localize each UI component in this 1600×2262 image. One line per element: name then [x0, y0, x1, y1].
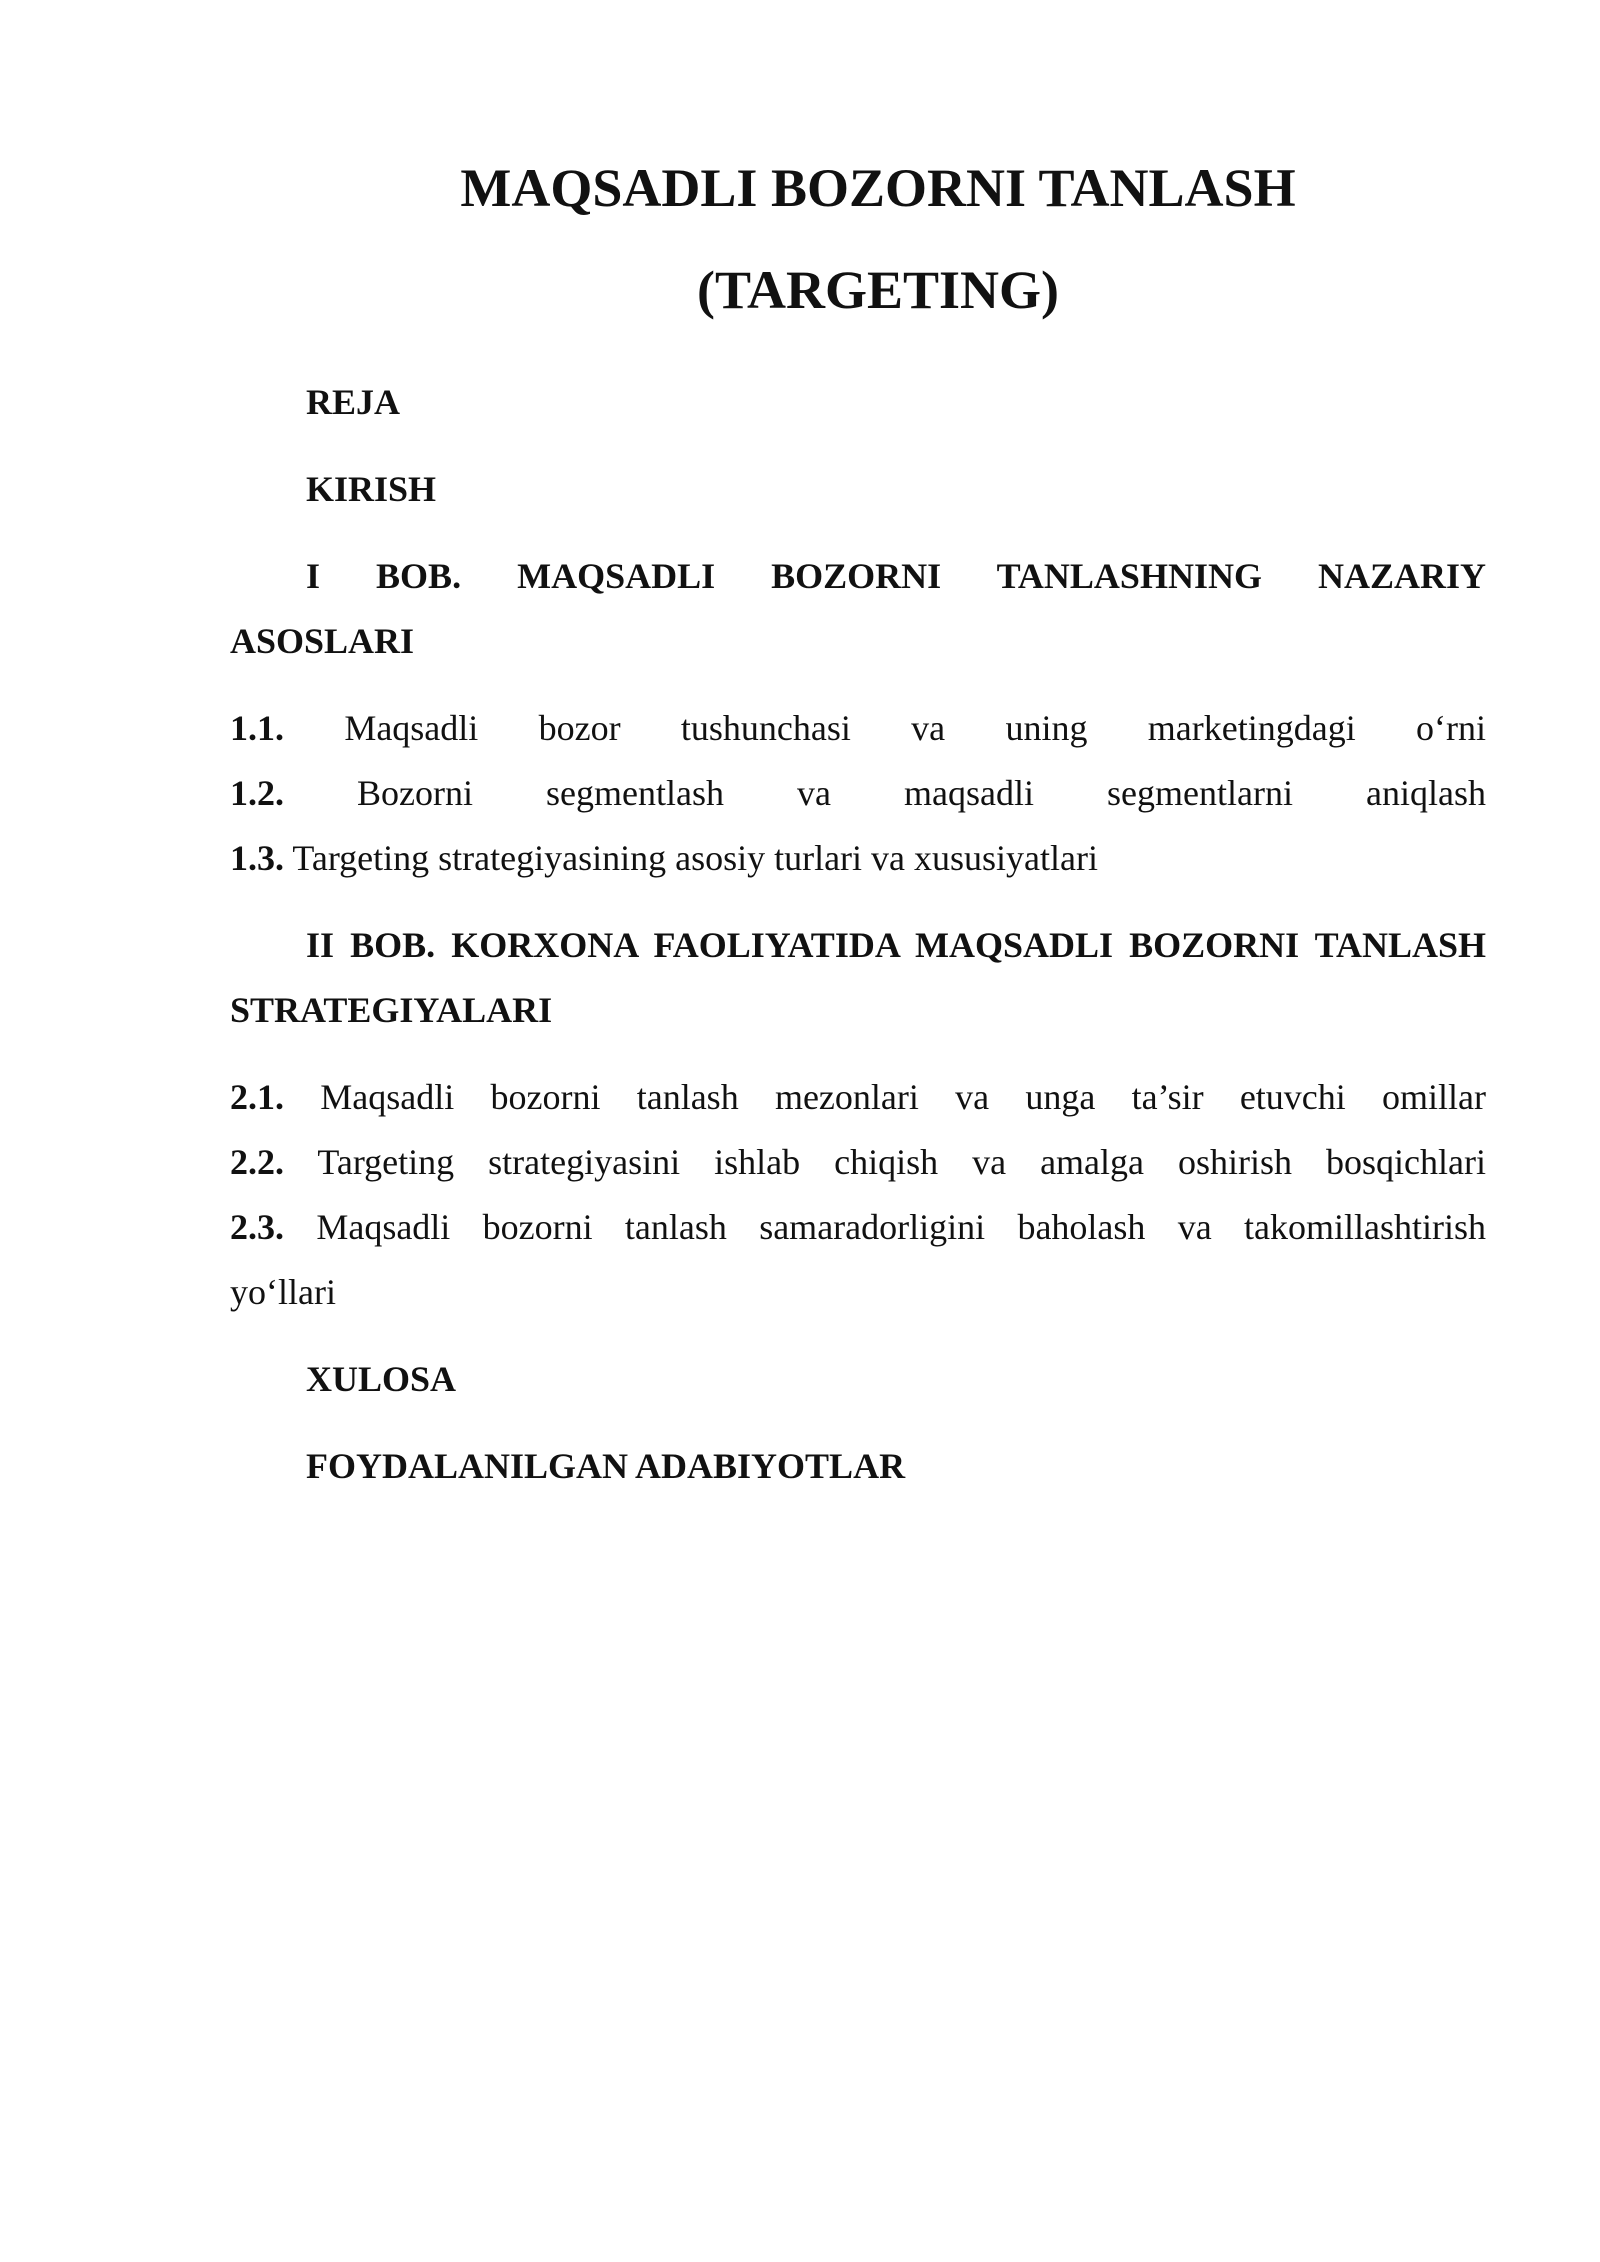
- toc-item-number: 1.3.: [230, 838, 284, 878]
- title-line-2: (TARGETING): [696, 260, 1060, 320]
- toc-item-text-line-1: Maqsadli bozorni tanlash samaradorligini baholash va takomillashtirish: [316, 1207, 1487, 1247]
- toc-item-text: Targeting strategiyasini ishlab chiqish va amalga oshirish bosqichlari: [317, 1142, 1486, 1182]
- toc-item-2-1: [230, 1065, 1486, 1130]
- toc-item-text: Bozorni segmentlash va maqsadli segmentlarni aniqlash: [357, 773, 1486, 813]
- toc-item-number: 1.1.: [230, 708, 284, 748]
- chapter-1-heading-line-2: ASOSLARI: [230, 621, 415, 661]
- title-line-1: MAQSADLI BOZORNI TANLASH: [460, 158, 1296, 218]
- toc-item-2-2: [230, 1130, 1486, 1195]
- chapter-1-heading: [230, 544, 1486, 674]
- toc-item-1-1: [230, 696, 1486, 761]
- chapter-1-heading-line-1: I BOB. MAQSADLI BOZORNI TANLASHNING NAZARIY: [306, 556, 1486, 596]
- toc-item-number: 2.3.: [230, 1207, 284, 1247]
- chapter-2-heading-line-2: STRATEGIYALARI: [230, 990, 553, 1030]
- plan-heading: REJA: [306, 382, 401, 422]
- chapter-2-heading: [230, 913, 1486, 1043]
- chapter-2-heading-line-1: II BOB. KORXONA FAOLIYATIDA MAQSADLI BOZORNI TANLASH: [306, 925, 1486, 965]
- conclusion-heading: XULOSA: [306, 1359, 457, 1399]
- toc-item-1-2: [230, 761, 1486, 826]
- toc-item-text-line-2: yo‘llari: [230, 1272, 336, 1312]
- toc-item-number: 1.2.: [230, 773, 284, 813]
- toc-item-1-3: [230, 826, 1486, 891]
- document-title: [250, 137, 1506, 341]
- toc-item-number: 2.1.: [230, 1077, 284, 1117]
- toc-item-text: Maqsadli bozor tushunchasi va uning marketingdagi o‘rni: [344, 708, 1486, 748]
- intro-heading: KIRISH: [306, 469, 437, 509]
- toc-item-text: Maqsadli bozorni tanlash mezonlari va unga ta’sir etuvchi omillar: [320, 1077, 1487, 1117]
- toc-item-2-3: [230, 1195, 1486, 1325]
- toc-item-number: 2.2.: [230, 1142, 284, 1182]
- references-heading: FOYDALANILGAN ADABIYOTLAR: [306, 1446, 906, 1486]
- toc-item-text: Targeting strategiyasining asosiy turlari va xususiyatlari: [292, 838, 1098, 878]
